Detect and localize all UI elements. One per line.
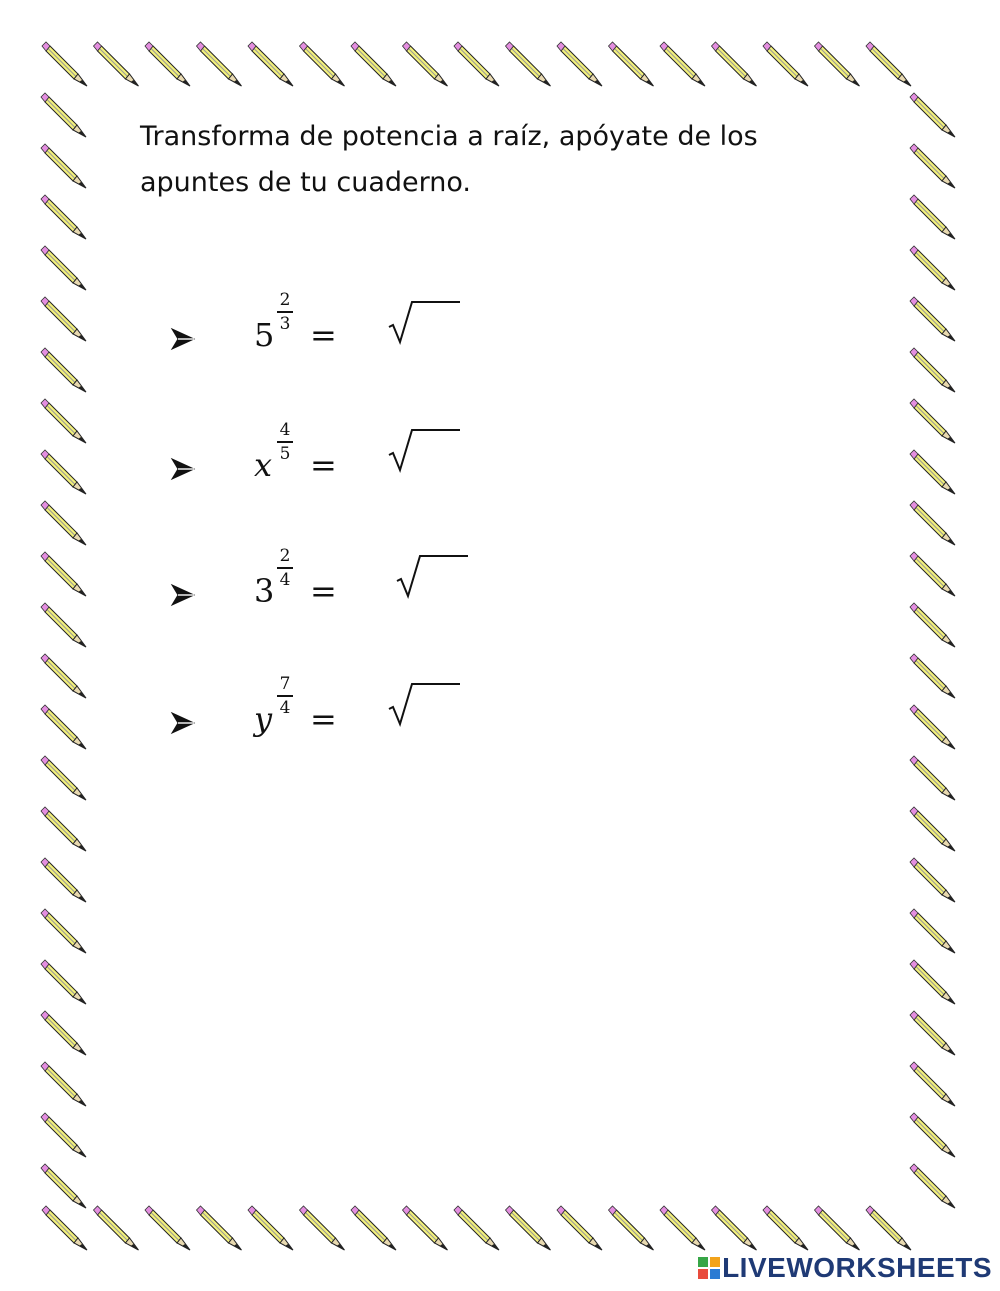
pencil-icon bbox=[557, 42, 602, 86]
pencil-icon bbox=[506, 42, 551, 86]
instructions-text bbox=[140, 114, 840, 206]
pencil-icon bbox=[506, 1206, 551, 1250]
pencil-icon bbox=[351, 1206, 396, 1250]
pencil-icon bbox=[41, 1011, 86, 1055]
pencil-icon bbox=[41, 195, 86, 239]
pencil-icon bbox=[763, 1206, 808, 1250]
pencil-icon bbox=[660, 42, 705, 86]
pencil-icon bbox=[248, 42, 293, 86]
square-root-icon[interactable] bbox=[388, 428, 463, 478]
pencil-icon bbox=[41, 654, 86, 698]
equals-sign: = bbox=[310, 316, 337, 354]
pencil-icon bbox=[403, 42, 448, 86]
pencil-icon bbox=[910, 909, 955, 953]
pencil-icon bbox=[41, 858, 86, 902]
pencil-icon bbox=[910, 399, 955, 443]
pencil-icon bbox=[41, 501, 86, 545]
pencil-icon bbox=[41, 297, 86, 341]
pencil-icon bbox=[145, 1206, 190, 1250]
exponent-fraction bbox=[277, 674, 293, 718]
pencil-icon bbox=[910, 654, 955, 698]
exponent-denominator: 3 bbox=[279, 313, 291, 334]
pencil-icon bbox=[454, 1206, 499, 1250]
pencil-icon bbox=[815, 42, 860, 86]
pencil-icon bbox=[910, 348, 955, 392]
exercise-item-2 bbox=[170, 420, 570, 534]
pencil-icon bbox=[41, 909, 86, 953]
arrowhead-bullet-icon bbox=[170, 710, 196, 736]
pencil-icon bbox=[866, 1206, 911, 1250]
pencil-icon bbox=[910, 1164, 955, 1208]
pencil-icon bbox=[41, 756, 86, 800]
exponent-denominator: 4 bbox=[279, 697, 291, 718]
exercise-item-3 bbox=[170, 546, 570, 660]
pencil-icon bbox=[41, 603, 86, 647]
arrowhead-bullet-icon bbox=[170, 456, 196, 482]
pencil-icon bbox=[197, 42, 242, 86]
pencil-icon bbox=[910, 501, 955, 545]
exponent-denominator: 5 bbox=[279, 443, 291, 464]
pencil-icon bbox=[41, 1164, 86, 1208]
exponent-numerator: 4 bbox=[279, 420, 291, 440]
exercise-item-1 bbox=[170, 290, 570, 404]
pencil-icon bbox=[910, 705, 955, 749]
pencil-icon bbox=[910, 297, 955, 341]
pencil-icon bbox=[403, 1206, 448, 1250]
pencil-icon bbox=[910, 1011, 955, 1055]
arrowhead-bullet-icon bbox=[170, 326, 196, 352]
pencil-icon bbox=[609, 1206, 654, 1250]
pencil-icon bbox=[557, 1206, 602, 1250]
square-root-icon[interactable] bbox=[396, 554, 471, 604]
exercise-item-4 bbox=[170, 674, 570, 788]
pencil-icon bbox=[910, 960, 955, 1004]
exercise-base: x bbox=[254, 446, 273, 484]
instructions-line-1: Transforma de potencia a raíz, apóyate de los bbox=[140, 121, 758, 152]
liveworksheets-logo[interactable] bbox=[698, 1253, 992, 1283]
pencil-icon bbox=[42, 1206, 87, 1250]
pencil-icon bbox=[763, 42, 808, 86]
pencil-icon bbox=[41, 93, 86, 137]
pencil-icon bbox=[910, 1113, 955, 1157]
fraction-bar bbox=[277, 311, 293, 313]
pencil-icon bbox=[94, 42, 139, 86]
fraction-bar bbox=[277, 441, 293, 443]
pencil-icon bbox=[712, 42, 757, 86]
exercise-base: 3 bbox=[254, 572, 275, 610]
pencil-icon bbox=[910, 756, 955, 800]
pencil-icon bbox=[910, 144, 955, 188]
pencil-icon bbox=[351, 42, 396, 86]
square-root-icon[interactable] bbox=[388, 300, 463, 350]
pencil-icon bbox=[910, 552, 955, 596]
brand-text: LIVEWORKSHEETS bbox=[722, 1252, 992, 1283]
pencil-icon bbox=[866, 42, 911, 86]
equals-sign: = bbox=[310, 572, 337, 610]
pencil-icon bbox=[41, 1113, 86, 1157]
pencil-icon bbox=[910, 858, 955, 902]
exponent-numerator: 2 bbox=[279, 290, 291, 310]
equals-sign: = bbox=[310, 700, 337, 738]
pencil-icon bbox=[910, 195, 955, 239]
pencil-icon bbox=[910, 603, 955, 647]
pencil-icon bbox=[454, 42, 499, 86]
pencil-icon bbox=[94, 1206, 139, 1250]
exponent-fraction bbox=[277, 420, 293, 464]
pencil-icon bbox=[609, 42, 654, 86]
exponent-fraction bbox=[277, 546, 293, 590]
pencil-icon bbox=[41, 399, 86, 443]
pencil-icon bbox=[41, 705, 86, 749]
liveworksheets-logo-icon bbox=[698, 1257, 720, 1279]
equals-sign: = bbox=[310, 446, 337, 484]
exponent-numerator: 7 bbox=[279, 674, 291, 694]
fraction-bar bbox=[277, 695, 293, 697]
pencil-icon bbox=[910, 807, 955, 851]
pencil-icon bbox=[910, 1062, 955, 1106]
pencil-icon bbox=[41, 552, 86, 596]
pencil-icon bbox=[660, 1206, 705, 1250]
exercise-base: y bbox=[254, 700, 273, 738]
pencil-icon bbox=[910, 246, 955, 290]
pencil-icon bbox=[41, 144, 86, 188]
pencil-icon bbox=[197, 1206, 242, 1250]
pencil-icon bbox=[41, 1062, 86, 1106]
pencil-icon bbox=[910, 450, 955, 494]
pencil-icon bbox=[300, 1206, 345, 1250]
pencil-icon bbox=[41, 348, 86, 392]
pencil-icon bbox=[42, 42, 87, 86]
pencil-icon bbox=[248, 1206, 293, 1250]
exponent-numerator: 2 bbox=[279, 546, 291, 566]
exercise-base: 5 bbox=[254, 316, 275, 354]
pencil-icon bbox=[910, 93, 955, 137]
pencil-icon bbox=[815, 1206, 860, 1250]
arrowhead-bullet-icon bbox=[170, 582, 196, 608]
instructions-line-2: apuntes de tu cuaderno. bbox=[140, 167, 471, 198]
pencil-icon bbox=[41, 450, 86, 494]
exponent-denominator: 4 bbox=[279, 569, 291, 590]
pencil-icon bbox=[41, 960, 86, 1004]
fraction-bar bbox=[277, 567, 293, 569]
pencil-icon bbox=[145, 42, 190, 86]
pencil-icon bbox=[41, 807, 86, 851]
exponent-fraction bbox=[277, 290, 293, 334]
pencil-icon bbox=[300, 42, 345, 86]
pencil-icon bbox=[41, 246, 86, 290]
square-root-icon[interactable] bbox=[388, 682, 463, 732]
pencil-icon bbox=[712, 1206, 757, 1250]
